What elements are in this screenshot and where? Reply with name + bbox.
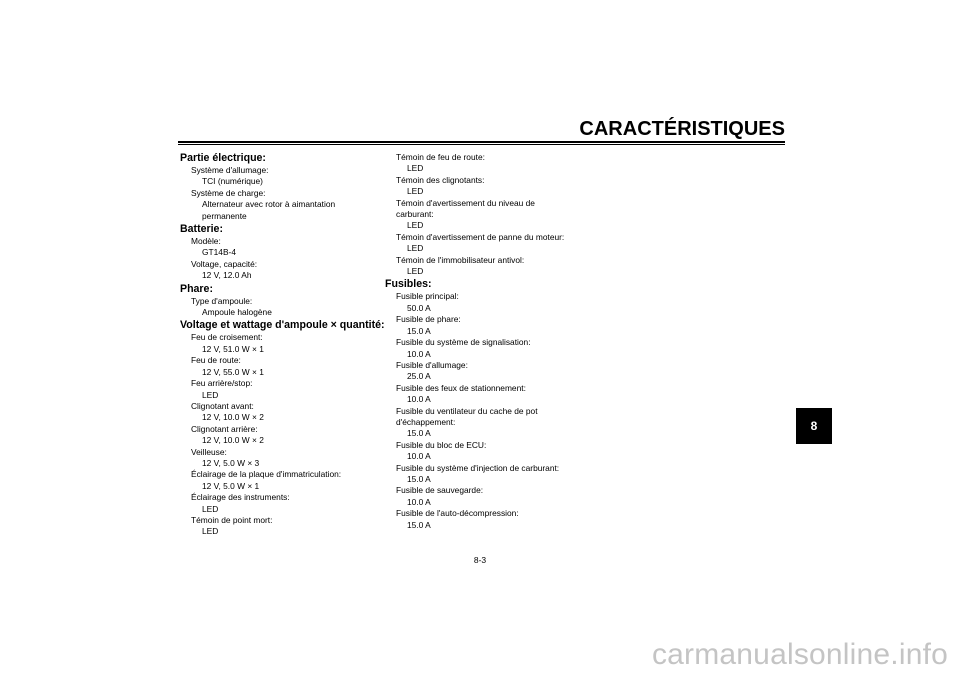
electrical-heading: Partie électrique: (180, 152, 266, 164)
bulb-type-label: Type d'ampoule: (191, 295, 253, 306)
fuse-value: 10.0 A (407, 451, 431, 462)
fuse-value: 10.0 A (407, 394, 431, 405)
immobilizer-indicator-value: LED (407, 266, 424, 277)
fuse-value: 15.0 A (407, 519, 431, 530)
page-number: 8-3 (473, 555, 487, 565)
bulb-item-value: 12 V, 5.0 W × 1 (202, 480, 260, 491)
fuse-label: Fusible du ventilateur du cache de pot (396, 405, 538, 416)
fuse-value: 25.0 A (407, 371, 431, 382)
bulb-item-label: Témoin de point mort: (191, 514, 273, 525)
watermark: carmanualsonline.info (651, 638, 948, 671)
bulb-item-label: Feu de croisement: (191, 332, 263, 343)
fuse-label: Fusible de sauvegarde: (396, 485, 484, 496)
high-beam-indicator-value: LED (407, 163, 424, 174)
fuse-label: Fusible principal: (396, 291, 459, 302)
fuse-value: 15.0 A (407, 325, 431, 336)
page-title: CARACTÉRISTIQUES (579, 118, 785, 140)
bulb-item-label: Feu arrière/stop: (191, 378, 253, 389)
left-column (180, 151, 385, 538)
charging-system-label: Système de charge: (191, 187, 266, 198)
bulb-item-value: 12 V, 5.0 W × 3 (202, 457, 260, 468)
chapter-tab: 8 (796, 408, 832, 444)
header-rule-thick (178, 141, 785, 143)
bulb-item-value: 12 V, 51.0 W × 1 (202, 343, 264, 354)
bulb-item-label: Veilleuse: (191, 446, 227, 457)
bulb-item-label: Éclairage de la plaque d'immatriculation: (191, 469, 342, 480)
bulb-item-value: 12 V, 55.0 W × 1 (202, 366, 264, 377)
bulb-type-value: Ampoule halogène (202, 307, 272, 318)
fuse-label: Fusible d'allumage: (396, 359, 468, 370)
bulb-item-value: 12 V, 10.0 W × 2 (202, 412, 264, 423)
fuse-value: 50.0 A (407, 302, 431, 313)
ignition-system-label: Système d'allumage: (191, 165, 269, 175)
fuse-value: 10.0 A (407, 496, 431, 507)
turn-indicator-value: LED (407, 186, 424, 197)
fuse-value: 15.0 A (407, 428, 431, 439)
high-beam-indicator-label: Témoin de feu de route: (396, 152, 485, 162)
fuse-label: Fusible du système de signalisation: (396, 337, 531, 348)
engine-trouble-warning-label: Témoin d'avertissement de panne du moteur: (396, 231, 565, 242)
bulb-item-label: Clignotant avant: (191, 400, 254, 411)
immobilizer-indicator-label: Témoin de l'immobilisateur antivol: (396, 254, 525, 265)
charging-system-value-cont: permanente (202, 210, 247, 221)
fuse-label: Fusible de l'auto-décompression: (396, 508, 519, 519)
fuse-value: 10.0 A (407, 348, 431, 359)
bulb-item-value: LED (202, 389, 219, 400)
ignition-system-value: TCI (numérique) (202, 176, 263, 187)
turn-indicator-label: Témoin des clignotants: (396, 174, 485, 185)
fuse-value: 15.0 A (407, 473, 431, 484)
fuel-level-warning-value: LED (407, 220, 424, 231)
header-rule-thin (178, 144, 785, 145)
fuel-level-warning-label: Témoin d'avertissement du niveau de (396, 197, 535, 208)
fuel-level-warning-label-cont: carburant: (396, 209, 434, 220)
battery-model-value: GT14B-4 (202, 247, 236, 258)
bulb-item-label: Clignotant arrière: (191, 423, 258, 434)
bulb-item-value: 12 V, 10.0 W × 2 (202, 435, 264, 446)
battery-capacity-label: Voltage, capacité: (191, 258, 258, 269)
battery-model-label: Modèle: (191, 236, 221, 247)
bulb-item-label: Éclairage des instruments: (191, 492, 290, 503)
fuse-label: Fusible du système d'injection de carburant: (396, 462, 560, 473)
battery-capacity-value: 12 V, 12.0 Ah (202, 270, 252, 281)
engine-trouble-warning-value: LED (407, 243, 424, 254)
fuse-label: Fusible de phare: (396, 314, 461, 325)
bulb-wattage-heading: Voltage et wattage d'ampoule × quantité: (180, 319, 385, 332)
fuse-label: Fusible des feux de stationnement: (396, 382, 526, 393)
charging-system-value: Alternateur avec rotor à aimantation (202, 199, 336, 210)
fuse-label-cont: d'échappement: (396, 416, 456, 427)
bulb-item-value: LED (202, 526, 219, 537)
fuse-label: Fusible du bloc de ECU: (396, 439, 487, 450)
bulb-item-value: LED (202, 503, 219, 514)
battery-heading: Batterie: (180, 223, 223, 236)
right-column (385, 152, 595, 531)
bulb-item-label: Feu de route: (191, 355, 241, 366)
headlight-heading: Phare: (180, 282, 213, 295)
fuses-heading: Fusibles: (385, 278, 432, 291)
